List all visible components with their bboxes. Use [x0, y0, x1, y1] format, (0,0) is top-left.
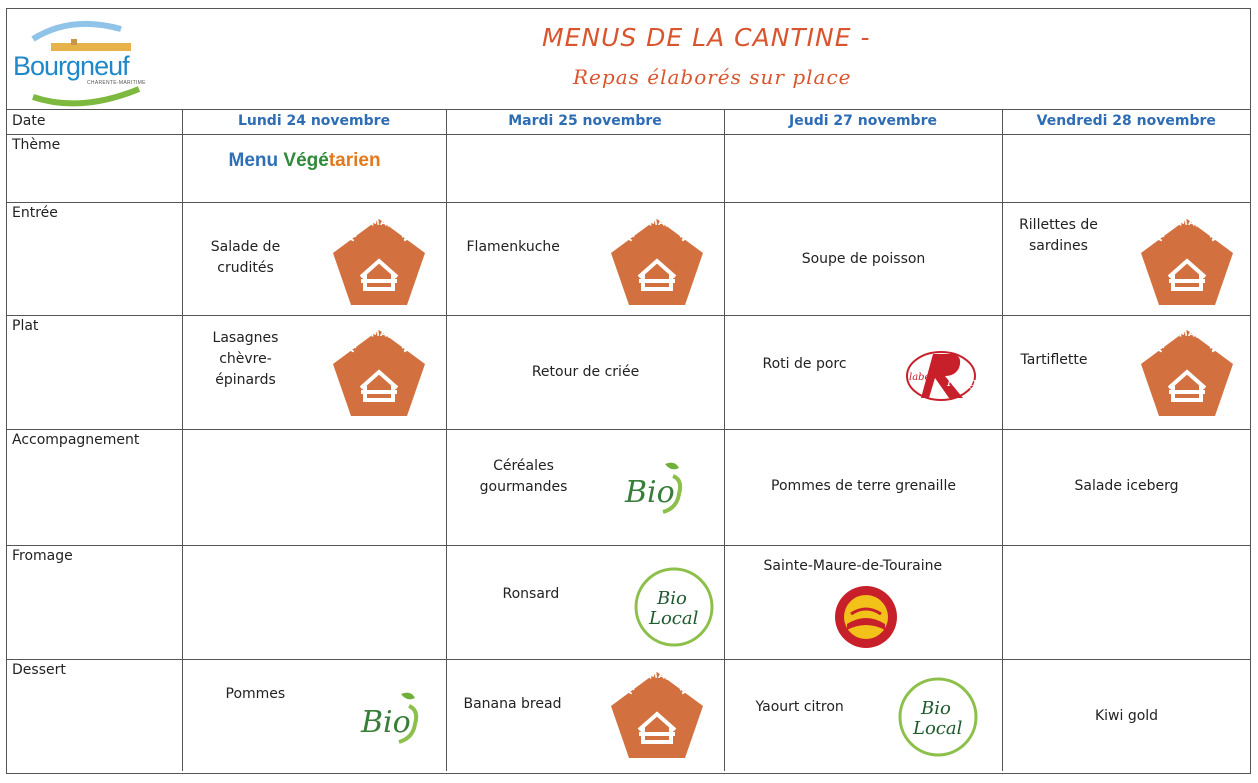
accompagnement-vendredi: Salade iceberg	[1002, 429, 1250, 545]
svg-text:FAIT MAISON: FAIT MAISON	[346, 217, 411, 244]
svg-text:Local: Local	[648, 607, 698, 629]
bio-local-icon	[633, 566, 715, 652]
plat-vendredi: Tartiflette FAIT MAISON	[1002, 315, 1250, 429]
day-header	[182, 110, 446, 134]
svg-text:FAIT MAISON: FAIT MAISON	[624, 217, 689, 244]
plat-row	[7, 315, 1250, 429]
bourgneuf-logo	[11, 15, 161, 107]
svg-text:Local: Local	[912, 717, 962, 739]
fromage-label: Fromage	[12, 547, 73, 564]
entree-lundi: Salade de crudités FAIT MAISON	[182, 202, 446, 315]
svg-text:Bio: Bio	[656, 587, 687, 609]
day-lundi: Lundi 24 novembre	[237, 113, 391, 129]
svg-text:FAIT MAISON: FAIT MAISON	[1154, 217, 1219, 244]
svg-text:label: label	[908, 371, 934, 383]
entree-vendredi: Rillettes de sardines FAIT MAISON	[1002, 202, 1250, 315]
svg-text:FAIT MAISON: FAIT MAISON	[1154, 328, 1219, 355]
plat-mardi: Retour de criée	[446, 315, 724, 429]
entree-jeudi: Soupe de poisson	[724, 202, 1002, 315]
bio-local-icon	[897, 676, 979, 762]
plat-lundi: Lasagnes chèvre- épinards FAIT MAISON	[182, 315, 446, 429]
logo-subtitle: CHARENTE-MARITIME	[87, 80, 146, 86]
fromage-mardi: Ronsard Bio Local	[446, 545, 724, 659]
svg-text:Bio: Bio	[920, 697, 951, 719]
entree-row	[7, 202, 1250, 315]
accompagnement-jeudi: Pommes de terre grenaille	[724, 429, 1002, 545]
entree-mardi: Flamenkuche FAIT MAISON	[446, 202, 724, 315]
plat-label: Plat	[12, 317, 39, 334]
dessert-row	[7, 659, 1250, 771]
menu-table	[7, 110, 1250, 771]
fait-maison-icon	[331, 217, 427, 311]
svg-text:Bio: Bio	[624, 474, 675, 510]
dessert-jeudi: Yaourt citron Bio Local	[724, 659, 1002, 771]
plat-jeudi: Roti de porc label Rouge	[724, 315, 1002, 429]
dessert-lundi: Pommes Bio	[182, 659, 446, 771]
dessert-label: Dessert	[12, 661, 66, 678]
menu-vegetarien-logo: Menu Végétarien	[228, 149, 381, 171]
date-header-cell	[7, 110, 182, 134]
day-header	[446, 110, 724, 134]
svg-text:Rouge: Rouge	[946, 375, 981, 389]
day-header	[1002, 110, 1250, 134]
day-vendredi: Vendredi 28 novembre	[1036, 113, 1216, 129]
logo-wordmark: Bourgneuf	[13, 51, 129, 81]
theme-row	[7, 134, 1250, 202]
dessert-vendredi: Kiwi gold	[1002, 659, 1250, 771]
svg-text:Bio: Bio	[360, 704, 411, 740]
dessert-mardi: Banana bread FAIT MAISON	[446, 659, 724, 771]
page-subtitle: Repas élaborés sur place	[573, 65, 852, 89]
accompagnement-row	[7, 429, 1250, 545]
header	[7, 9, 1250, 110]
theme-label: Thème	[12, 136, 61, 153]
bio-icon	[353, 688, 423, 754]
fromage-jeudi: Sainte-Maure-de-Touraine	[724, 545, 1002, 659]
day-mardi: Mardi 25 novembre	[508, 113, 662, 129]
day-header	[724, 110, 1002, 134]
fait-maison-icon	[331, 328, 427, 422]
day-jeudi: Jeudi 27 novembre	[789, 113, 937, 129]
fait-maison-icon	[1139, 217, 1235, 311]
fait-maison-icon	[609, 670, 705, 764]
fromage-row	[7, 545, 1250, 659]
page-title: MENUS DE LA CANTINE -	[542, 23, 871, 52]
table-header-row	[7, 110, 1250, 134]
fait-maison-icon	[609, 217, 705, 311]
fait-maison-icon	[1139, 328, 1235, 422]
menu-sheet	[6, 8, 1251, 774]
date-label: Date	[12, 113, 46, 129]
label-rouge-icon	[903, 346, 981, 408]
aop-icon	[833, 584, 899, 654]
svg-text:FAIT MAISON: FAIT MAISON	[346, 328, 411, 355]
accompagnement-mardi: Céréales gourmandes Bio	[446, 429, 724, 545]
svg-text:FAIT MAISON: FAIT MAISON	[624, 670, 689, 697]
bio-icon	[617, 458, 687, 524]
entree-label: Entrée	[12, 204, 58, 221]
accompagnement-label: Accompagnement	[12, 431, 140, 448]
